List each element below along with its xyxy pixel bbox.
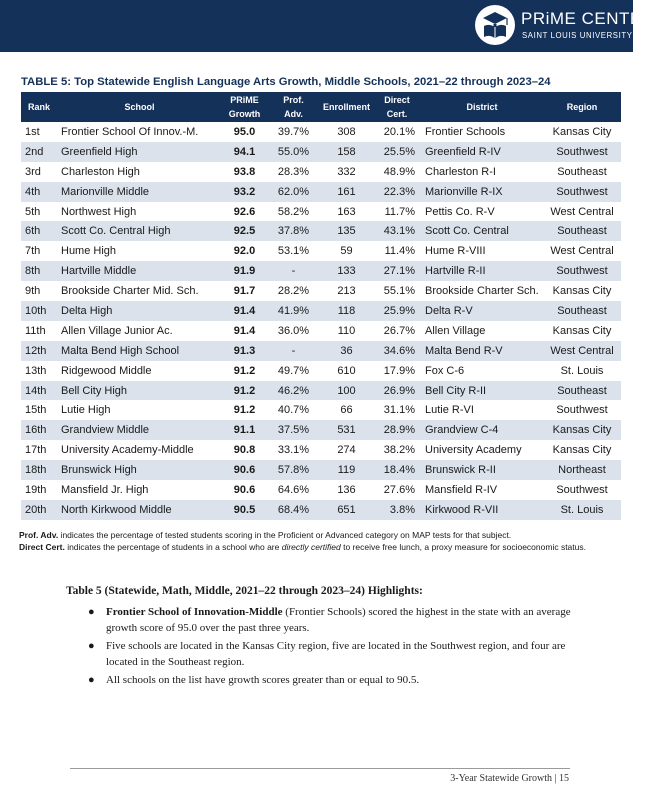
- table-row: [21, 261, 621, 281]
- cell-direct-cert: 3.8%: [373, 500, 421, 520]
- cell-growth: 90.6: [233, 483, 256, 496]
- table-row: [21, 321, 621, 341]
- cell-prof-adv: 55.0%: [267, 142, 320, 162]
- cell-growth: 93.8: [233, 165, 256, 178]
- cell-prof-adv: -: [267, 341, 320, 361]
- cell-school: Hartville Middle: [57, 261, 222, 281]
- cell-rank: 1st: [25, 125, 40, 138]
- cell-enrollment: 531: [320, 420, 373, 440]
- cell-district: Allen Village: [425, 324, 486, 337]
- cell-prof-adv: -: [267, 261, 320, 281]
- cell-school: Charleston High: [61, 165, 140, 178]
- cell-rank: 6th: [21, 221, 57, 241]
- cell-growth: 91.2: [233, 404, 256, 417]
- cell-school: North Kirkwood Middle: [57, 500, 222, 520]
- cell-region: Southeast: [543, 381, 621, 401]
- cell-growth: 90.6: [222, 460, 267, 480]
- cell-growth: 91.2: [233, 364, 256, 377]
- cell-growth: 94.1: [222, 142, 267, 162]
- cell-prof-adv: 53.1%: [277, 245, 310, 258]
- cell-district: Brookside Charter Sch.: [425, 285, 539, 298]
- col-header-prof-adv: Prof. Adv.: [267, 92, 320, 122]
- cell-direct-cert: 25.5%: [373, 142, 421, 162]
- cell-school: Grandview Middle: [57, 420, 222, 440]
- cell-prof-adv: 37.5%: [267, 420, 320, 440]
- cell-direct-cert: 26.9%: [373, 381, 421, 401]
- cell-growth: 92.5: [222, 221, 267, 241]
- cell-enrollment: 161: [320, 182, 373, 202]
- cell-district: Charleston R-I: [425, 165, 496, 178]
- col-header-region: Region: [543, 92, 621, 122]
- brand-title: PRiME CENTER: [521, 9, 655, 28]
- table-row: [21, 361, 621, 381]
- col-header-school: School: [57, 92, 222, 122]
- cell-enrollment: 308: [337, 125, 356, 138]
- cell-growth: 90.8: [233, 444, 256, 457]
- table-row: [21, 301, 621, 321]
- highlights-title: Table 5 (Statewide, Math, Middle, 2021–22 through 2023–24) Highlights:: [66, 585, 423, 597]
- cell-rank: 12th: [21, 341, 57, 361]
- page-header: [0, 0, 655, 52]
- cell-prof-adv: 40.7%: [277, 404, 310, 417]
- table-row: [21, 440, 621, 460]
- cell-growth: 92.0: [233, 245, 256, 258]
- cell-school: Lutie High: [61, 404, 111, 417]
- table-row: [21, 142, 621, 162]
- cell-region: St. Louis: [543, 500, 621, 520]
- cell-school: Scott Co. Central High: [57, 221, 222, 241]
- cell-rank: 11th: [25, 324, 46, 337]
- cell-prof-adv: 68.4%: [267, 500, 320, 520]
- cell-region: Southwest: [543, 142, 621, 162]
- cell-direct-cert: 55.1%: [383, 285, 415, 298]
- cell-prof-adv: 49.7%: [277, 364, 310, 377]
- cell-prof-adv: 41.9%: [267, 301, 320, 321]
- table-row: [21, 241, 621, 261]
- note-prof-adv: Prof. Adv. indicates the percentage of tested students scoring in the Proficient or Advanced category on MAP tests for that subject.: [19, 530, 512, 540]
- cell-direct-cert: 18.4%: [373, 460, 421, 480]
- cell-direct-cert: 28.9%: [373, 420, 421, 440]
- note-direct-cert: Direct Cert. indicates the percentage of students in a school who are directly certified to receive free lunch, a proxy measure for socioeconomic status.: [19, 542, 586, 553]
- cell-enrollment: 213: [337, 285, 356, 298]
- highlight-item: ● All schools on the list have growth scores greater than or equal to 90.5.: [88, 674, 420, 686]
- cell-region: Kansas City: [552, 324, 612, 337]
- table-row: [21, 480, 621, 500]
- cell-prof-adv: 39.7%: [277, 125, 310, 138]
- cell-district: Hartville R-II: [421, 261, 543, 281]
- cell-rank: 4th: [21, 182, 57, 202]
- growth-table: [21, 92, 621, 520]
- cell-rank: 3rd: [25, 165, 41, 178]
- cell-district: Brunswick R-II: [421, 460, 543, 480]
- cell-enrollment: 136: [337, 483, 356, 496]
- cell-prof-adv: 37.8%: [267, 221, 320, 241]
- cell-growth: 91.4: [233, 324, 256, 337]
- cell-district: Pettis Co. R-V: [425, 205, 495, 218]
- highlight-item: ● Five schools are located in the Kansas City region, five are located in the Southwest region, and four are located in the Southeast region.: [88, 640, 566, 668]
- cell-enrollment: 158: [320, 142, 373, 162]
- col-header-district: District: [421, 92, 543, 122]
- cell-district: Frontier Schools: [425, 125, 506, 138]
- cell-school: Mansfield Jr. High: [61, 483, 149, 496]
- cell-direct-cert: 25.9%: [373, 301, 421, 321]
- cell-enrollment: 651: [320, 500, 373, 520]
- cell-enrollment: 118: [320, 301, 373, 321]
- bullet-icon: ●: [88, 640, 95, 652]
- cell-enrollment: 135: [320, 221, 373, 241]
- table-row: [21, 202, 621, 222]
- cell-enrollment: 163: [337, 205, 356, 218]
- cell-region: West Central: [543, 341, 621, 361]
- cell-district: Marionville R-IX: [421, 182, 543, 202]
- cell-prof-adv: 58.2%: [277, 205, 310, 218]
- cell-prof-adv: 62.0%: [267, 182, 320, 202]
- cell-direct-cert: 38.2%: [383, 444, 415, 457]
- col-header-rank: Rank: [21, 92, 57, 122]
- cell-rank: 9th: [25, 285, 41, 298]
- cell-rank: 15th: [25, 404, 47, 417]
- cell-prof-adv: 28.3%: [277, 165, 310, 178]
- cell-region: West Central: [550, 205, 614, 218]
- cell-district: Scott Co. Central: [421, 221, 543, 241]
- table-row: [21, 341, 621, 361]
- cell-enrollment: 110: [337, 324, 356, 337]
- cell-region: Kansas City: [543, 420, 621, 440]
- cell-region: Northeast: [543, 460, 621, 480]
- table-notes: [19, 529, 619, 554]
- cell-direct-cert: 48.9%: [383, 165, 415, 178]
- cell-school: Frontier School Of Innov.-M.: [61, 125, 199, 138]
- table-row: [21, 381, 621, 401]
- cell-direct-cert: 26.7%: [383, 324, 415, 337]
- cell-region: Kansas City: [552, 285, 612, 298]
- cell-rank: 10th: [21, 301, 57, 321]
- cell-school: Northwest High: [61, 205, 137, 218]
- col-header-direct-cert: Direct Cert.: [373, 92, 421, 122]
- cell-district: Grandview C-4: [421, 420, 543, 440]
- cell-direct-cert: 11.4%: [384, 245, 415, 258]
- cell-rank: 7th: [25, 245, 41, 258]
- table-row: [21, 122, 621, 142]
- cell-prof-adv: 57.8%: [267, 460, 320, 480]
- cell-district: Mansfield R-IV: [425, 483, 498, 496]
- table-title: TABLE 5: Top Statewide English Language Arts Growth, Middle Schools, 2021–22 through 2023–24: [21, 76, 551, 88]
- cell-region: St. Louis: [560, 364, 604, 377]
- cell-rank: 20th: [21, 500, 57, 520]
- cell-prof-adv: 28.2%: [277, 285, 310, 298]
- cell-region: Southwest: [543, 261, 621, 281]
- cell-school: Delta High: [57, 301, 222, 321]
- cell-enrollment: 274: [337, 444, 356, 457]
- cell-region: Southeast: [557, 165, 607, 178]
- cell-prof-adv: 46.2%: [267, 381, 320, 401]
- cell-growth: 92.6: [233, 205, 256, 218]
- table-row: [21, 221, 621, 241]
- cell-enrollment: 36: [320, 341, 373, 361]
- cell-rank: 14th: [21, 381, 57, 401]
- cell-rank: 2nd: [21, 142, 57, 162]
- page-footer: 3-Year Statewide Growth | 15: [450, 773, 569, 784]
- footer-divider: [70, 768, 570, 769]
- cell-enrollment: 610: [337, 364, 356, 377]
- cell-prof-adv: 36.0%: [277, 324, 310, 337]
- cell-rank: 13th: [25, 364, 47, 377]
- table-row: [21, 400, 621, 420]
- cell-school: Brookside Charter Mid. Sch.: [61, 285, 199, 298]
- cell-growth: 91.4: [222, 301, 267, 321]
- cell-direct-cert: 43.1%: [373, 221, 421, 241]
- col-header-enrollment: Enrollment: [320, 92, 373, 122]
- cell-school: Marionville Middle: [57, 182, 222, 202]
- cell-direct-cert: 34.6%: [373, 341, 421, 361]
- cell-district: Delta R-V: [421, 301, 543, 321]
- cell-region: Kansas City: [552, 444, 612, 457]
- table-row: [21, 460, 621, 480]
- table-row: [21, 182, 621, 202]
- cell-rank: 17th: [25, 444, 47, 457]
- cell-school: Ridgewood Middle: [61, 364, 152, 377]
- cell-region: Southeast: [543, 221, 621, 241]
- prime-center-logo-icon: [475, 5, 515, 45]
- cell-school: Allen Village Junior Ac.: [61, 324, 173, 337]
- cell-school: Malta Bend High School: [57, 341, 222, 361]
- cell-growth: 93.2: [222, 182, 267, 202]
- cell-district: Hume R-VIII: [425, 245, 486, 258]
- cell-direct-cert: 11.7%: [384, 205, 415, 218]
- cell-direct-cert: 22.3%: [373, 182, 421, 202]
- cell-prof-adv: 64.6%: [277, 483, 310, 496]
- cell-school: University Academy-Middle: [61, 444, 194, 457]
- cell-rank: 18th: [21, 460, 57, 480]
- cell-region: Kansas City: [552, 125, 612, 138]
- cell-prof-adv: 33.1%: [277, 444, 310, 457]
- table-row: [21, 281, 621, 301]
- table-row: [21, 162, 621, 182]
- cell-enrollment: 119: [320, 460, 373, 480]
- cell-school: Bell City High: [57, 381, 222, 401]
- cell-school: Hume High: [61, 245, 117, 258]
- highlights-list: [66, 604, 576, 690]
- cell-direct-cert: 27.6%: [383, 483, 415, 496]
- brand-subtitle: SAINT LOUIS UNIVERSITY: [522, 31, 633, 40]
- cell-region: Southwest: [556, 404, 608, 417]
- cell-district: University Academy: [425, 444, 522, 457]
- cell-rank: 19th: [25, 483, 47, 496]
- cell-district: Bell City R-II: [421, 381, 543, 401]
- cell-region: West Central: [550, 245, 614, 258]
- table-row: [21, 420, 621, 440]
- cell-region: Southeast: [543, 301, 621, 321]
- cell-enrollment: 133: [320, 261, 373, 281]
- table-body: [21, 122, 621, 520]
- cell-district: Kirkwood R-VII: [421, 500, 543, 520]
- cell-direct-cert: 31.1%: [383, 404, 415, 417]
- cell-enrollment: 66: [340, 404, 353, 417]
- cell-school: Brunswick High: [57, 460, 222, 480]
- cell-growth: 95.0: [233, 125, 256, 138]
- bullet-icon: ●: [88, 606, 95, 618]
- cell-growth: 90.5: [222, 500, 267, 520]
- cell-rank: 8th: [21, 261, 57, 281]
- cell-direct-cert: 27.1%: [373, 261, 421, 281]
- table-header-row: [21, 92, 621, 122]
- cell-enrollment: 59: [340, 245, 353, 258]
- cell-growth: 91.1: [222, 420, 267, 440]
- cell-region: Southwest: [556, 483, 608, 496]
- cell-growth: 91.7: [233, 285, 256, 298]
- cell-school: Greenfield High: [57, 142, 222, 162]
- cell-direct-cert: 17.9%: [383, 364, 415, 377]
- cell-district: Greenfield R-IV: [421, 142, 543, 162]
- table-row: [21, 500, 621, 520]
- cell-district: Fox C-6: [425, 364, 465, 377]
- cell-growth: 91.2: [222, 381, 267, 401]
- cell-region: Southwest: [543, 182, 621, 202]
- cell-rank: 16th: [21, 420, 57, 440]
- cell-direct-cert: 20.1%: [383, 125, 415, 138]
- cell-district: Malta Bend R-V: [421, 341, 543, 361]
- cell-rank: 5th: [25, 205, 41, 218]
- bullet-icon: ●: [88, 674, 95, 686]
- highlight-item: ● Frontier School of Innovation-Middle (Frontier Schools) scored the highest in the state with an average growth score of 95.0 over the past three years.: [88, 606, 571, 634]
- cell-district: Lutie R-VI: [425, 404, 474, 417]
- cell-enrollment: 100: [320, 381, 373, 401]
- cell-enrollment: 332: [337, 165, 356, 178]
- cell-growth: 91.9: [222, 261, 267, 281]
- cell-growth: 91.3: [222, 341, 267, 361]
- col-header-growth: PRiME Growth: [222, 92, 267, 122]
